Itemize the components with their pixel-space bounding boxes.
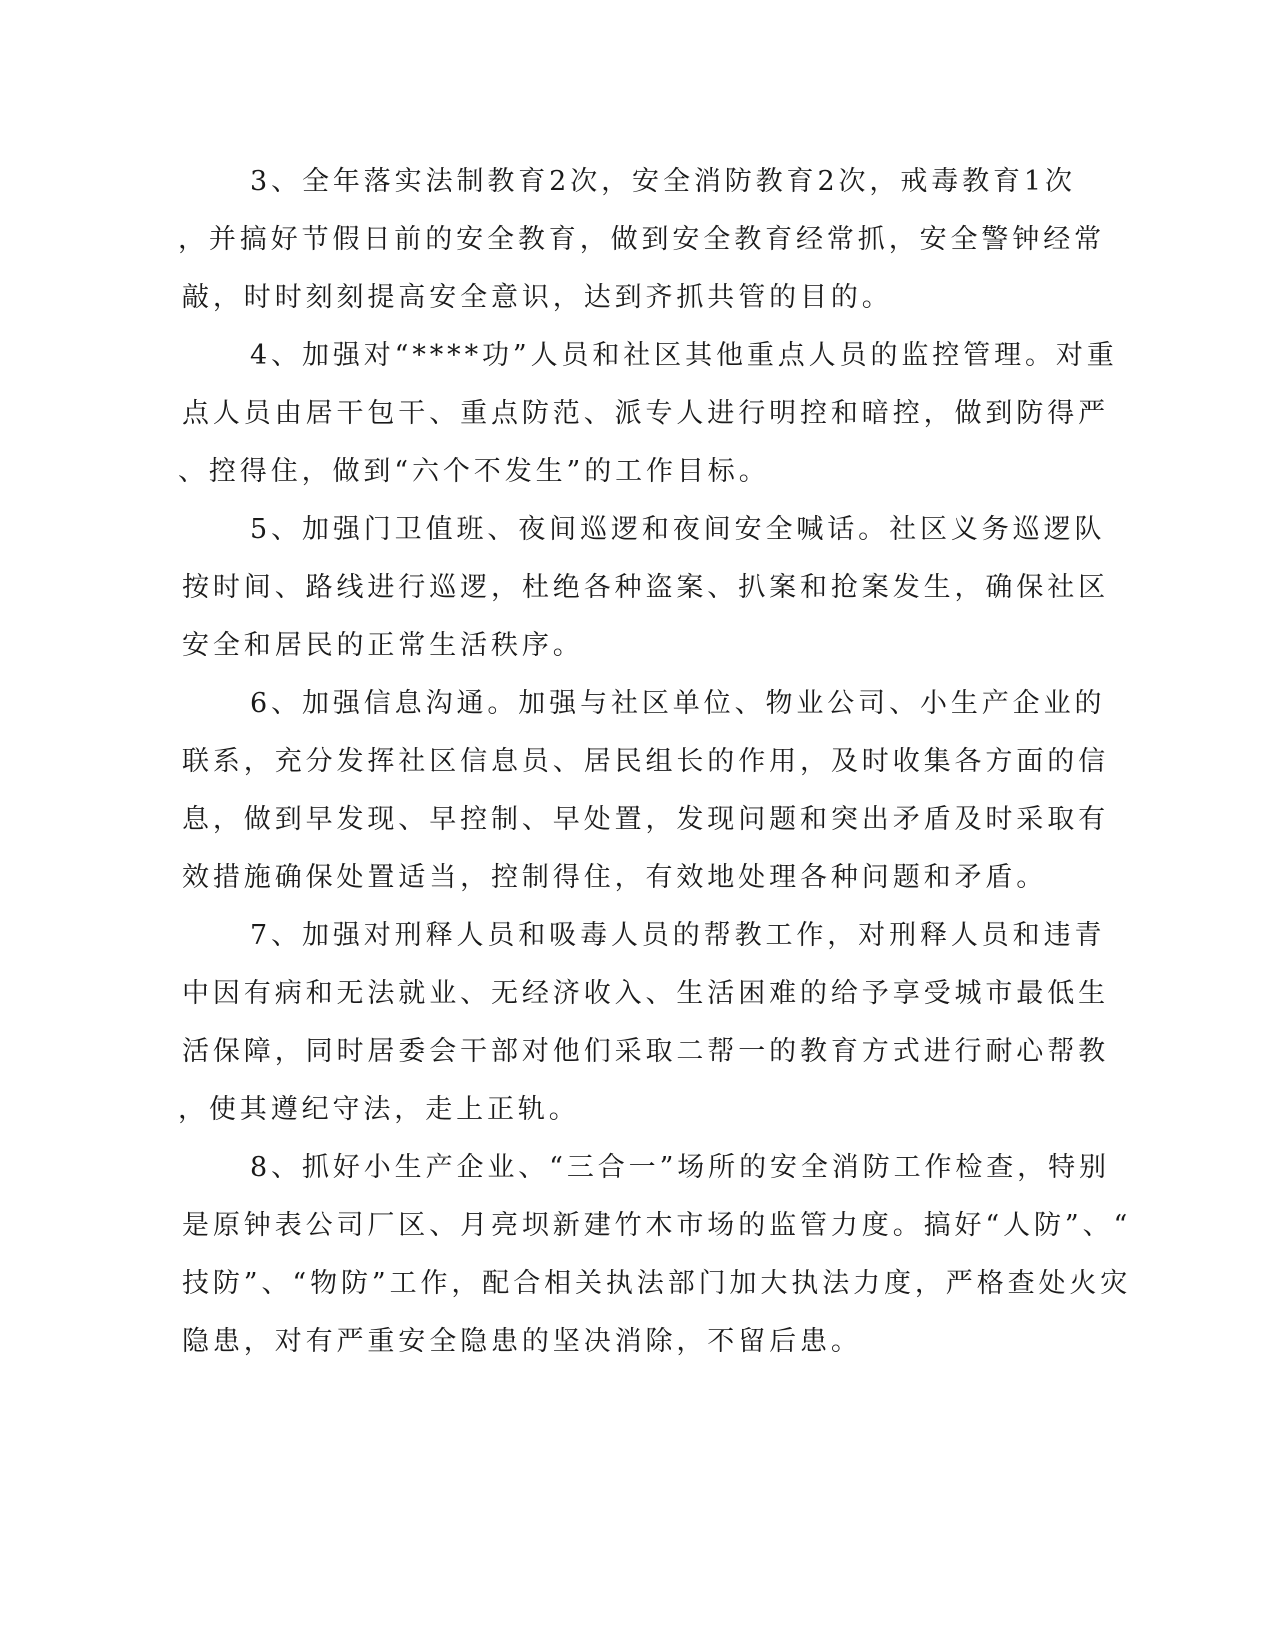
paragraph-5-line-1: 5、加强门卫值班、夜间巡逻和夜间安全喊话。社区义务巡逻队 (250, 514, 1106, 545)
paragraph-8-line-2: 是原钟表公司厂区、月亮坝新建竹木市场的监管力度。搞好“人防”、“ (182, 1210, 1132, 1241)
paragraph-6-line-3: 息，做到早发现、早控制、早处置，发现问题和突出矛盾及时采取有 (182, 804, 1109, 835)
paragraph-4-line-3: 、控得住，做到“六个不发生”的工作目标。 (178, 456, 770, 487)
paragraph-3-line-1: 3、全年落实法制教育2次，安全消防教育2次，戒毒教育1次 (250, 166, 1076, 197)
paragraph-7-line-2: 中因有病和无法就业、无经济收入、生活困难的给予享受城市最低生 (182, 978, 1109, 1009)
paragraph-4-line-2: 点人员由居干包干、重点防范、派专人进行明控和暗控，做到防得严 (182, 398, 1109, 429)
paragraph-8-line-4: 隐患，对有严重安全隐患的坚决消除，不留后患。 (182, 1326, 862, 1357)
paragraph-5-line-2: 按时间、路线进行巡逻，杜绝各种盗案、扒案和抢案发生，确保社区 (182, 572, 1109, 603)
paragraph-6-line-2: 联系，充分发挥社区信息员、居民组长的作用，及时收集各方面的信 (182, 746, 1109, 777)
paragraph-8-line-1: 8、抓好小生产企业、“三合一”场所的安全消防工作检查，特别 (250, 1152, 1110, 1183)
paragraph-6-line-4: 效措施确保处置适当，控制得住，有效地处理各种问题和矛盾。 (182, 862, 1048, 893)
paragraph-3-line-2: ，并搞好节假日前的安全教育，做到安全教育经常抓，安全警钟经常 (178, 224, 1105, 255)
paragraph-5-line-3: 安全和居民的正常生活秩序。 (182, 630, 584, 661)
paragraph-3-line-3: 敲，时时刻刻提高安全意识，达到齐抓共管的目的。 (182, 282, 893, 313)
paragraph-7-line-4: ，使其遵纪守法，走上正轨。 (178, 1094, 580, 1125)
paragraph-7-line-3: 活保障，同时居委会干部对他们采取二帮一的教育方式进行耐心帮教 (182, 1036, 1109, 1067)
paragraph-8-line-3: 技防”、“物防”工作，配合相关执法部门加大执法力度，严格查处火灾 (182, 1268, 1132, 1299)
paragraph-4-line-1: 4、加强对“****功”人员和社区其他重点人员的监控管理。对重 (250, 340, 1118, 371)
paragraph-7-line-1: 7、加强对刑释人员和吸毒人员的帮教工作，对刑释人员和违青 (250, 920, 1106, 951)
paragraph-6-line-1: 6、加强信息沟通。加强与社区单位、物业公司、小生产企业的 (250, 688, 1106, 719)
